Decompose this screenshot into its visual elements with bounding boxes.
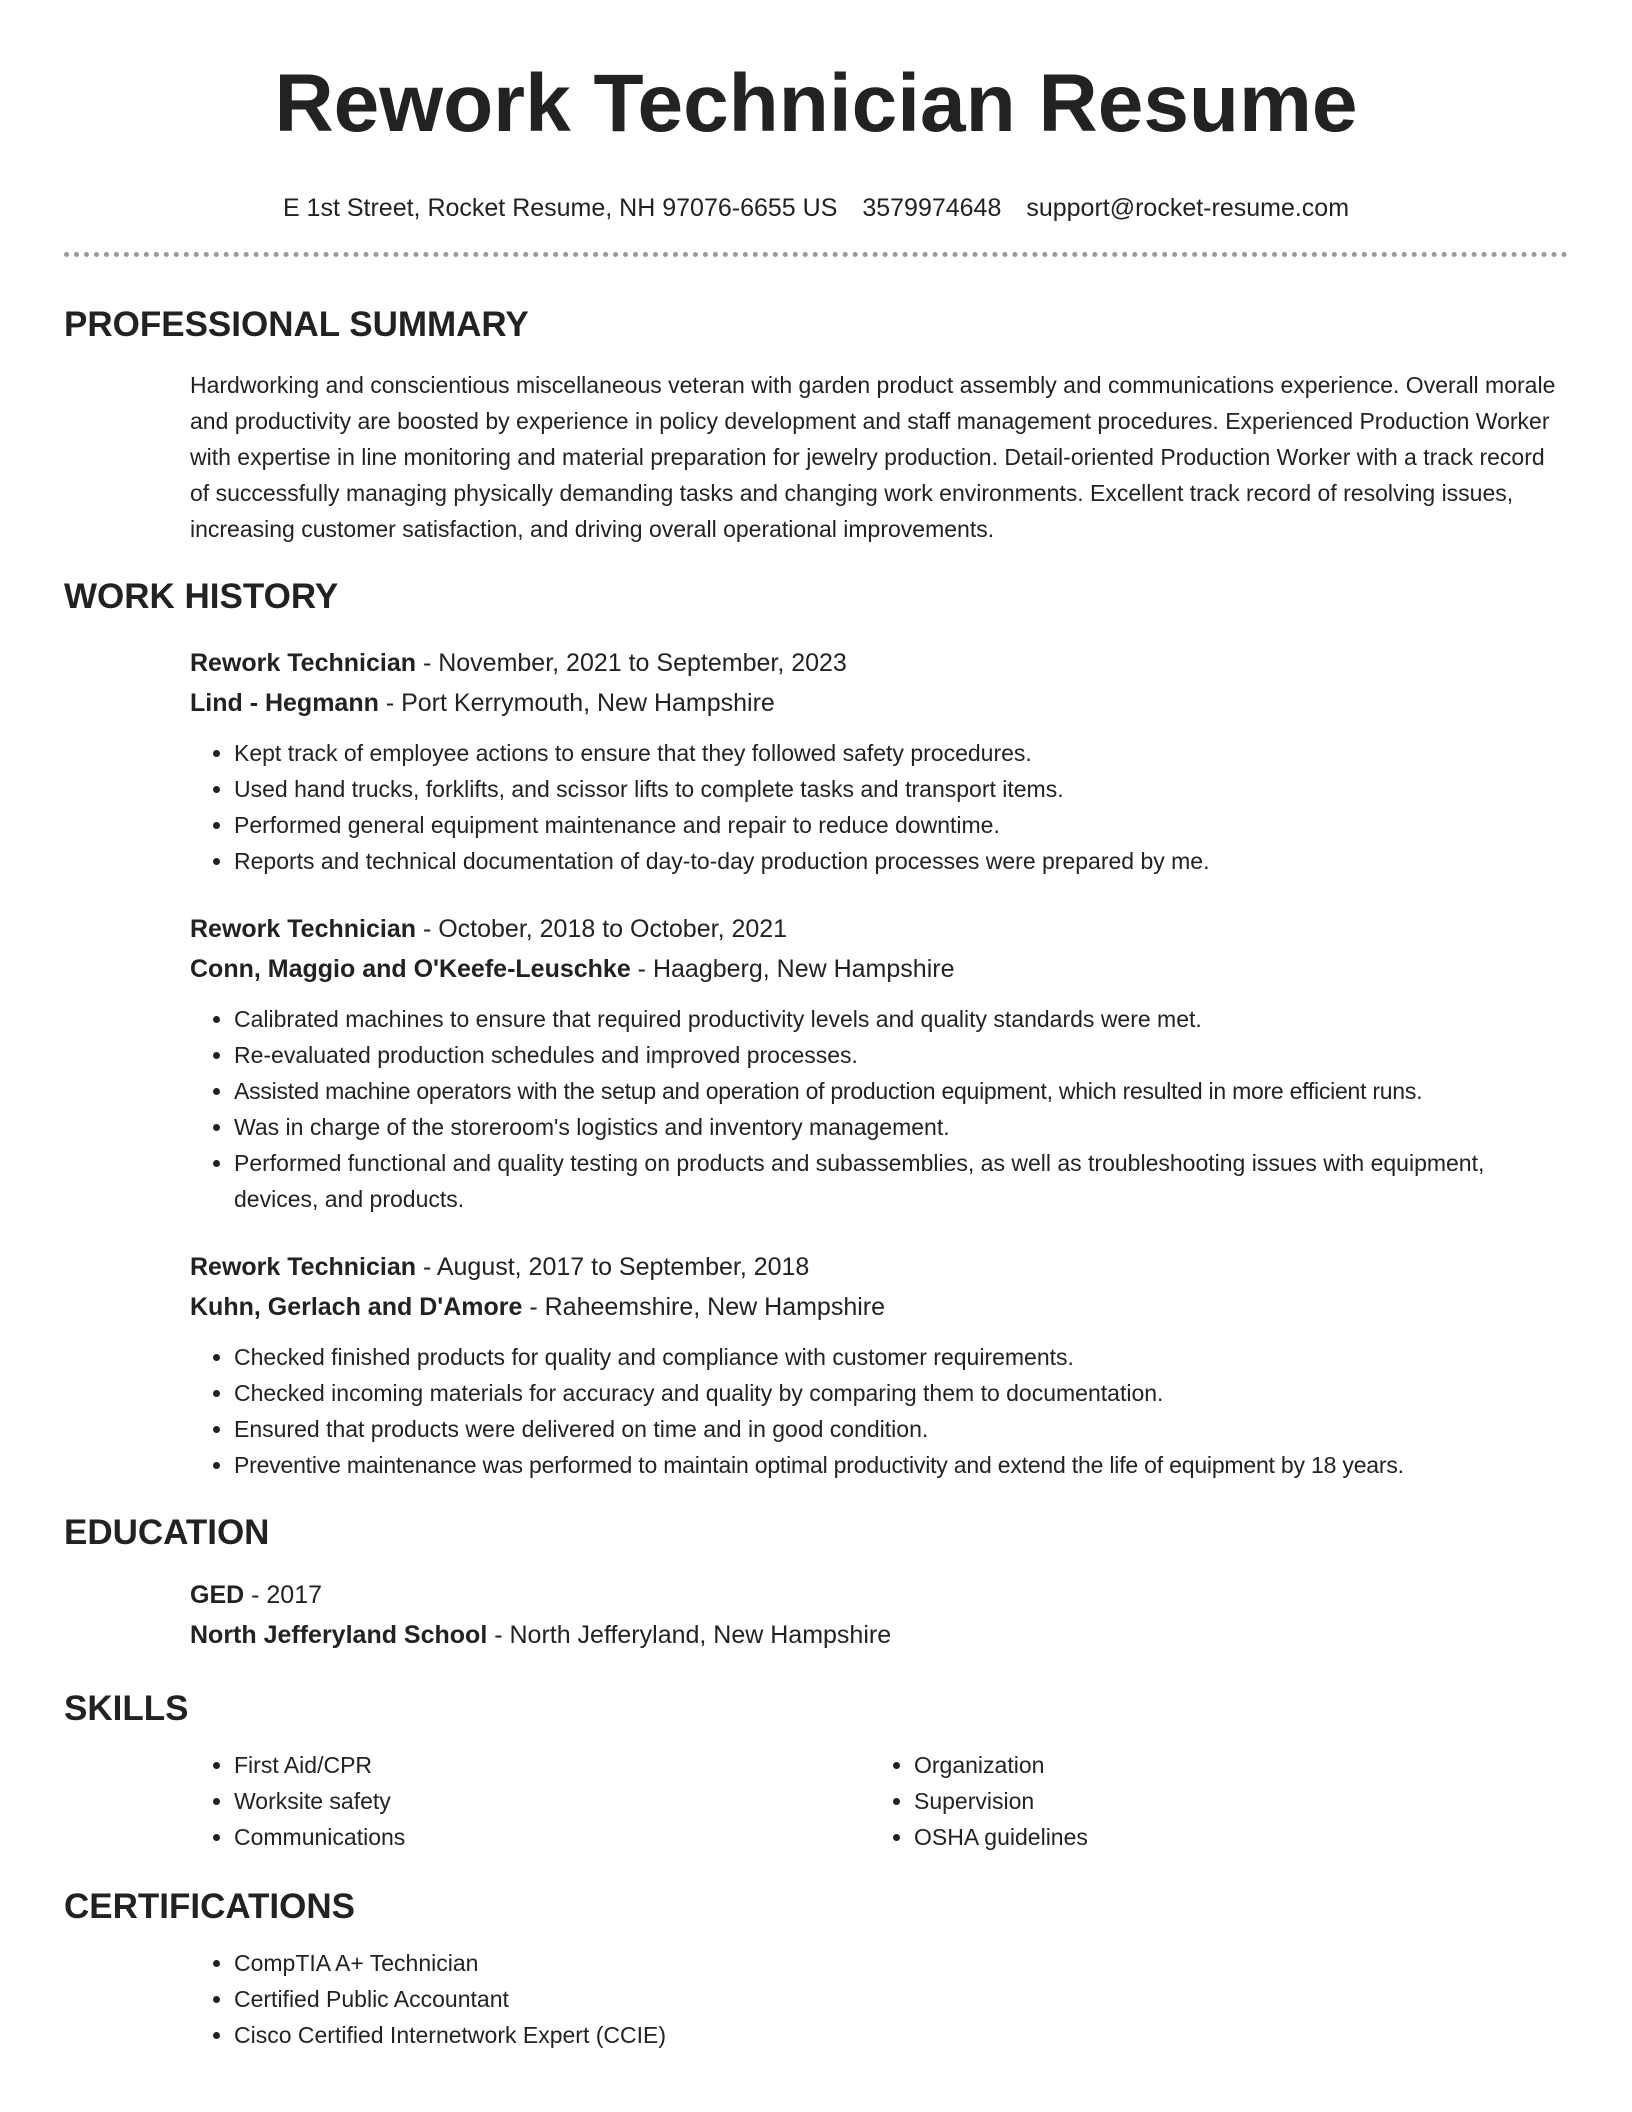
section-title-certifications: CERTIFICATIONS bbox=[64, 1887, 356, 1926]
certifications-body bbox=[190, 1945, 1568, 2053]
contact-address: E 1st Street, Rocket Resume, NH 97076-6655 US bbox=[282, 194, 838, 222]
job-dates: - October, 2018 to October, 2021 bbox=[416, 915, 788, 943]
skill-item: • First Aid/CPR bbox=[234, 1747, 870, 1783]
certifications-section bbox=[64, 1885, 1568, 2053]
job-location: - Haagberg, New Hampshire bbox=[630, 955, 955, 983]
job-duty-item: • Ensured that products were delivered on time and in good condition. bbox=[234, 1411, 1568, 1447]
section-title-work-history: WORK HISTORY bbox=[64, 577, 339, 616]
work-history-section bbox=[64, 575, 1568, 1483]
work-history-body bbox=[190, 643, 1568, 1483]
certification-item: • CompTIA A+ Technician bbox=[234, 1945, 1568, 1981]
job-duties bbox=[190, 1339, 1568, 1483]
skills-section bbox=[64, 1687, 1568, 1855]
job-duty-item: • Checked finished products for quality and compliance with customer requirements. bbox=[234, 1339, 1568, 1375]
summary-section bbox=[64, 303, 1568, 547]
contact-email: support@rocket-resume.com bbox=[1026, 194, 1350, 222]
job-dates: - November, 2021 to September, 2023 bbox=[416, 649, 847, 677]
header-divider bbox=[64, 252, 1568, 257]
job-location: - Port Kerrymouth, New Hampshire bbox=[378, 689, 775, 717]
education-section bbox=[64, 1511, 1568, 1655]
certification-item: • Certified Public Accountant bbox=[234, 1981, 1568, 2017]
job-title-line bbox=[190, 909, 1568, 949]
education-school: North Jefferyland School bbox=[190, 1621, 488, 1649]
education-location: - North Jefferyland, New Hampshire bbox=[487, 1621, 892, 1649]
summary-text: Hardworking and conscientious miscellaneous veteran with garden product assembly and communications experience. Overall morale and productivity are boosted by experience in policy development and staff management procedures. Experienced Production Worker with expertise in line monitoring and material preparation for jewelry production. Detail-oriented Production Worker with a track record of successfully managing physically demanding tasks and changing work environments. Excellent track record of resolving issues, increasing customer satisfaction, and driving overall operational improvements. bbox=[190, 372, 1556, 542]
education-body bbox=[190, 1575, 1568, 1655]
skill-item: • Supervision bbox=[914, 1783, 1550, 1819]
education-year: - 2017 bbox=[244, 1581, 323, 1609]
job-duty-item: • Kept track of employee actions to ensure that they followed safety procedures. bbox=[234, 735, 1568, 771]
section-title-education: EDUCATION bbox=[64, 1513, 270, 1552]
job-duty-item: • Used hand trucks, forklifts, and scissor lifts to complete tasks and transport items. bbox=[234, 771, 1568, 807]
job-duty-item: • Calibrated machines to ensure that required productivity levels and quality standards were met. bbox=[234, 1001, 1568, 1037]
resume-header bbox=[64, 0, 1568, 257]
education-degree-line bbox=[190, 1575, 1568, 1615]
job-duty-item: • Checked incoming materials for accuracy and quality by comparing them to documentation. bbox=[234, 1375, 1568, 1411]
job-company: Lind - Hegmann bbox=[190, 689, 379, 717]
job-title-line bbox=[190, 643, 1568, 683]
job-entry bbox=[190, 909, 1568, 1217]
job-entry bbox=[190, 1247, 1568, 1483]
job-company: Conn, Maggio and O'Keefe-Leuschke bbox=[190, 955, 631, 983]
skills-grid bbox=[190, 1747, 1568, 1855]
education-school-line bbox=[190, 1615, 1568, 1655]
contact-info bbox=[64, 192, 1568, 224]
skill-item: • Organization bbox=[914, 1747, 1550, 1783]
job-company-line bbox=[190, 683, 1568, 723]
job-location: - Raheemshire, New Hampshire bbox=[522, 1293, 886, 1321]
job-company-line bbox=[190, 1287, 1568, 1327]
job-duty-item: • Performed general equipment maintenance and repair to reduce downtime. bbox=[234, 807, 1568, 843]
page-title: Rework Technician Resume bbox=[274, 58, 1358, 149]
job-duty-item: • Preventive maintenance was performed to maintain optimal productivity and extend the life of equipment by 18 years. bbox=[234, 1447, 1568, 1483]
job-title-line bbox=[190, 1247, 1568, 1287]
skills-column-right bbox=[870, 1747, 1550, 1855]
section-title-skills: SKILLS bbox=[64, 1689, 189, 1728]
skill-item: • Communications bbox=[234, 1819, 870, 1855]
job-entry bbox=[190, 643, 1568, 879]
job-role: Rework Technician bbox=[190, 915, 416, 943]
skills-list-left bbox=[190, 1747, 870, 1855]
education-degree: GED bbox=[190, 1581, 245, 1609]
skill-item: • Worksite safety bbox=[234, 1783, 870, 1819]
job-duty-item: • Re-evaluated production schedules and improved processes. bbox=[234, 1037, 1568, 1073]
job-role: Rework Technician bbox=[190, 1253, 416, 1281]
contact-phone: 3579974648 bbox=[862, 194, 1002, 222]
section-title-summary: PROFESSIONAL SUMMARY bbox=[64, 305, 529, 344]
job-duty-item: • Was in charge of the storeroom's logistics and inventory management. bbox=[234, 1109, 1568, 1145]
job-duties bbox=[190, 735, 1568, 879]
job-company: Kuhn, Gerlach and D'Amore bbox=[190, 1293, 523, 1321]
job-duty-item: • Performed functional and quality testing on products and subassemblies, as well as troubleshooting issues with equipment, devices, and products. bbox=[234, 1145, 1568, 1217]
skills-list-right bbox=[870, 1747, 1550, 1855]
skills-column-left bbox=[190, 1747, 870, 1855]
certifications-list bbox=[190, 1945, 1568, 2053]
job-company-line bbox=[190, 949, 1568, 989]
job-dates: - August, 2017 to September, 2018 bbox=[416, 1253, 810, 1281]
certification-item: • Cisco Certified Internetwork Expert (CCIE) bbox=[234, 2017, 1568, 2053]
job-role: Rework Technician bbox=[190, 649, 416, 677]
job-duty-item: • Reports and technical documentation of day-to-day production processes were prepared by me. bbox=[234, 843, 1568, 879]
skill-item: • OSHA guidelines bbox=[914, 1819, 1550, 1855]
job-duties bbox=[190, 1001, 1568, 1217]
job-duty-item: • Assisted machine operators with the setup and operation of production equipment, which resulted in more efficient runs. bbox=[234, 1073, 1568, 1109]
